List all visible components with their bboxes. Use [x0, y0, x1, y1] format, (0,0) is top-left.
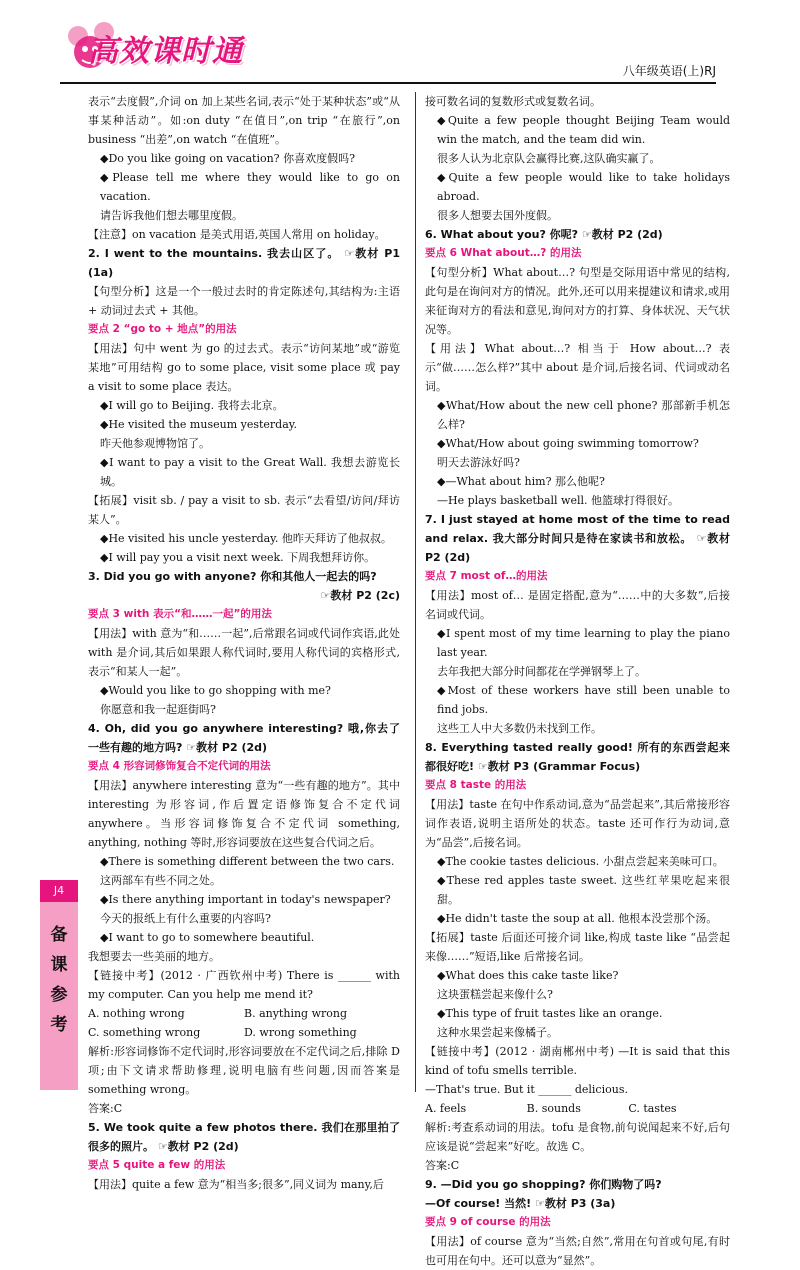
paragraph: 答案:C	[88, 1102, 123, 1115]
paragraph: 很多人认为北京队会赢得比赛,这队确实赢了。	[437, 152, 661, 165]
answer-options	[88, 1023, 400, 1042]
option-a: A. nothing wrong	[88, 1007, 185, 1020]
left-column	[88, 92, 400, 1194]
paragraph: 这种水果尝起来像橘子。	[437, 1026, 558, 1039]
option-a: C. something wrong	[88, 1026, 201, 1039]
paragraph: ◆These red apples taste sweet. 这些红苹果吃起来很甜。	[437, 874, 730, 906]
paragraph: 表示“去度假”,介词 on 加上某些名词,表示“处于某种状态”或“从事某种活动”。如:on duty “在值日”,on trip “在旅行”,on business “出差”,on watch “在值班”。	[88, 95, 400, 146]
sentence-heading: 7. I just stayed at home most of the time to read and relax. 我大部分时间只是待在家读书和放松。 ☞教材 P2 (2d)	[425, 513, 730, 564]
paragraph: 答案:C	[425, 1159, 460, 1172]
paragraph: 解析:考查系动词的用法。tofu 是食物,前句说闻起来不好,后句应该是说“尝起来”好吃。故选 C。	[425, 1121, 730, 1153]
sentence-heading: 9. —Did you go shopping? 你们购物了吗?	[425, 1178, 662, 1191]
sentence-heading: —Of course! 当然! ☞教材 P3 (3a)	[425, 1197, 616, 1210]
paragraph: ◆I spent most of my time learning to play the piano last year.	[437, 627, 730, 659]
paragraph: 【拓展】visit sb. / pay a visit to sb. 表示“去看望/访问/拜访某人”。	[88, 494, 400, 526]
option-a: A. feels	[425, 1102, 467, 1115]
paragraph: 【句型分析】这是一个一般过去时的肯定陈述句,其结构为:主语 + 动词过去式 + 其他。	[88, 285, 400, 317]
paragraph: 【链接中考】(2012 · 广西钦州中考) There is ______ with my computer. Can you help me mend it?	[88, 969, 400, 1001]
answer-options	[425, 1099, 730, 1118]
paragraph: 请告诉我他们想去哪里度假。	[100, 209, 243, 222]
key-point-heading: 要点 5 quite a few 的用法	[88, 1159, 226, 1171]
paragraph: ◆Most of these workers have still been unable to find jobs.	[437, 684, 730, 716]
paragraph: ◆I will go to Beijing. 我将去北京。	[100, 399, 284, 412]
column-divider	[415, 92, 416, 1092]
paragraph: 解析:形容词修饰不定代词时,形容词要放在不定代词之后,排除 D 项;由下文请求帮助修理,说明电脑有些问题,因而答案是 something wrong。	[88, 1045, 400, 1096]
paragraph: 【用法】What about…? 相当于 How about…? 表示“做……怎么样?”其中 about 是介词,后接名词、代词或动名词。	[425, 342, 730, 393]
logo-text: 高效课时通	[88, 34, 243, 69]
paragraph: ◆What/How about the new cell phone? 那部新手机怎么样?	[437, 399, 730, 431]
paragraph: ◆I want to pay a visit to the Great Wall. 我想去游览长城。	[100, 456, 400, 488]
paragraph: 这块蛋糕尝起来像什么?	[437, 988, 553, 1001]
paragraph: 【句型分析】What about…? 句型是交际用语中常见的结构,此句是在询问对方的情况。此外,还可以用来提建议和请求,或用来征询对方的看法和意见,询问对方的打算、身体状况、天气状况等。	[425, 266, 730, 336]
option-d: C. tastes	[628, 1102, 677, 1115]
paragraph: 【拓展】taste 后面还可接介词 like,构成 taste like “品尝起来像……”短语,like 后常接名词。	[425, 931, 730, 963]
paragraph: 这两部车有些不同之处。	[100, 874, 221, 887]
paragraph: 去年我把大部分时间都花在学弹钢琴上了。	[437, 665, 646, 678]
paragraph: —He plays basketball well. 他篮球打得很好。	[437, 494, 679, 507]
paragraph: 接可数名词的复数形式或复数名词。	[425, 95, 601, 108]
book-title: 八年级英语(上)RJ	[622, 64, 716, 78]
page-number-tab: J4	[40, 880, 78, 902]
paragraph: 昨天他参观博物馆了。	[100, 437, 210, 450]
header-rule	[60, 82, 716, 84]
paragraph: 很多人想要去国外度假。	[437, 209, 558, 222]
paragraph: ◆—What about him? 那么他呢?	[437, 475, 605, 488]
key-point-heading: 要点 4 形容词修饰复合不定代词的用法	[88, 760, 271, 772]
sentence-heading: ☞教材 P2 (2c)	[320, 589, 400, 602]
option-b: B. sounds	[526, 1102, 581, 1115]
key-point-heading: 要点 8 taste 的用法	[425, 779, 527, 791]
paragraph: 【用法】with 意为“和……一起”,后常跟名词或代词作宾语,此处 with 是介词,其后如果跟人称代词时,要用人称代词的宾格形式,表示“和某人一起”。	[88, 627, 400, 678]
sentence-heading: 3. Did you go with anyone? 你和其他人一起去的吗?	[88, 570, 377, 583]
sentence-heading: 6. What about you? 你呢? ☞教材 P2 (2d)	[425, 228, 663, 241]
paragraph: ◆What does this cake taste like?	[437, 969, 619, 982]
sidebar-label	[40, 920, 78, 1040]
paragraph: ◆I will pay you a visit next week. 下周我想拜访你。	[100, 551, 376, 564]
paragraph: ◆I want to go to somewhere beautiful.	[100, 931, 315, 944]
section-sidebar	[40, 880, 78, 1090]
paragraph: 明天去游泳好吗?	[437, 456, 520, 469]
sentence-heading: 8. Everything tasted really good! 所有的东西尝起来都很好吃! ☞教材 P3 (Grammar Focus)	[425, 741, 730, 773]
paragraph: 【用法】句中 went 为 go 的过去式。表示“访问某地”或“游览某地”可用结构 go to some place, visit some place 或 pay a visit to some place 表达。	[88, 342, 400, 393]
paragraph: ◆He visited the museum yesterday.	[100, 418, 298, 431]
paragraph: —That's true. But it ______ delicious.	[425, 1083, 628, 1096]
sentence-heading: 2. I went to the mountains. 我去山区了。 ☞教材 P1 (1a)	[88, 247, 400, 279]
key-point-heading: 要点 7 most of…的用法	[425, 570, 548, 582]
sidebar-char: 备	[50, 925, 68, 945]
paragraph: ◆He didn't taste the soup at all. 他根本没尝那个汤。	[437, 912, 718, 925]
option-b: D. wrong something	[244, 1026, 357, 1039]
paragraph: ◆Is there anything important in today's newspaper?	[100, 893, 391, 906]
paragraph: ◆Quite a few people thought Beijing Team would win the match, and the team did win.	[437, 114, 730, 146]
key-point-heading: 要点 3 with 表示“和……一起”的用法	[88, 608, 272, 620]
paragraph: ◆Would you like to go shopping with me?	[100, 684, 331, 697]
key-point-heading: 要点 6 What about…? 的用法	[425, 247, 582, 259]
paragraph: 【用法】of course 意为“当然;自然”,常用在句首或句尾,有时也可用在句中。还可以意为“显然”。	[425, 1235, 730, 1267]
key-point-heading: 要点 2 “go to + 地点”的用法	[88, 323, 237, 335]
page-header	[0, 0, 800, 86]
sidebar-char: 考	[50, 1015, 68, 1035]
paragraph: 这些工人中大多数仍未找到工作。	[437, 722, 602, 735]
option-b: B. anything wrong	[244, 1007, 348, 1020]
paragraph: 【用法】most of… 是固定搭配,意为“……中的大多数”,后接名词或代词。	[425, 589, 730, 621]
paragraph: ◆Please tell me where they would like to go on vacation.	[100, 171, 400, 203]
paragraph: 【用法】anywhere interesting 意为“一些有趣的地方”。其中 interesting 为形容词,作后置定语修饰复合不定代词 anywhere。当形容词修饰复合不定代词 something, anything, nothing 等时,形容词要放在这些复合代词之后。	[88, 779, 400, 849]
paragraph: ◆This type of fruit tastes like an orange.	[437, 1007, 663, 1020]
sidebar-char: 参	[50, 985, 68, 1005]
paragraph: 【用法】taste 在句中作系动词,意为“品尝起来”,其后常接形容词作表语,说明主语所处的状态。taste 还可作行为动词,意为“品尝”,后接名词。	[425, 798, 730, 849]
sentence-heading: 4. Oh, did you go anywhere interesting? 哦,你去了一些有趣的地方吗? ☞教材 P2 (2d)	[88, 722, 400, 754]
paragraph: ◆Quite a few people would like to take holidays abroad.	[437, 171, 730, 203]
paragraph: 【用法】quite a few 意为“相当多;很多”,同义词为 many,后	[88, 1178, 384, 1191]
key-point-heading: 要点 9 of course 的用法	[425, 1216, 551, 1228]
paragraph: 今天的报纸上有什么重要的内容吗?	[100, 912, 271, 925]
sentence-heading: 5. We took quite a few photos there. 我们在那里拍了很多的照片。 ☞教材 P2 (2d)	[88, 1121, 400, 1153]
paragraph: 我想要去一些美丽的地方。	[88, 950, 220, 963]
paragraph: ◆There is something different between the two cars.	[100, 855, 395, 868]
sidebar-char: 课	[50, 955, 68, 975]
paragraph: ◆What/How about going swimming tomorrow?	[437, 437, 699, 450]
paragraph: 你愿意和我一起逛街吗?	[100, 703, 216, 716]
paragraph: ◆The cookie tastes delicious. 小甜点尝起来美味可口。	[437, 855, 724, 868]
paragraph: ◆Do you like going on vacation? 你喜欢度假吗?	[100, 152, 355, 165]
paragraph: 【链接中考】(2012 · 湖南郴州中考) —It is said that this kind of tofu smells terrible.	[425, 1045, 730, 1077]
paragraph: ◆He visited his uncle yesterday. 他昨天拜访了他叔叔。	[100, 532, 392, 545]
answer-options	[88, 1004, 400, 1023]
paragraph: 【注意】on vacation 是美式用语,英国人常用 on holiday。	[88, 228, 386, 241]
right-column	[425, 92, 730, 1270]
